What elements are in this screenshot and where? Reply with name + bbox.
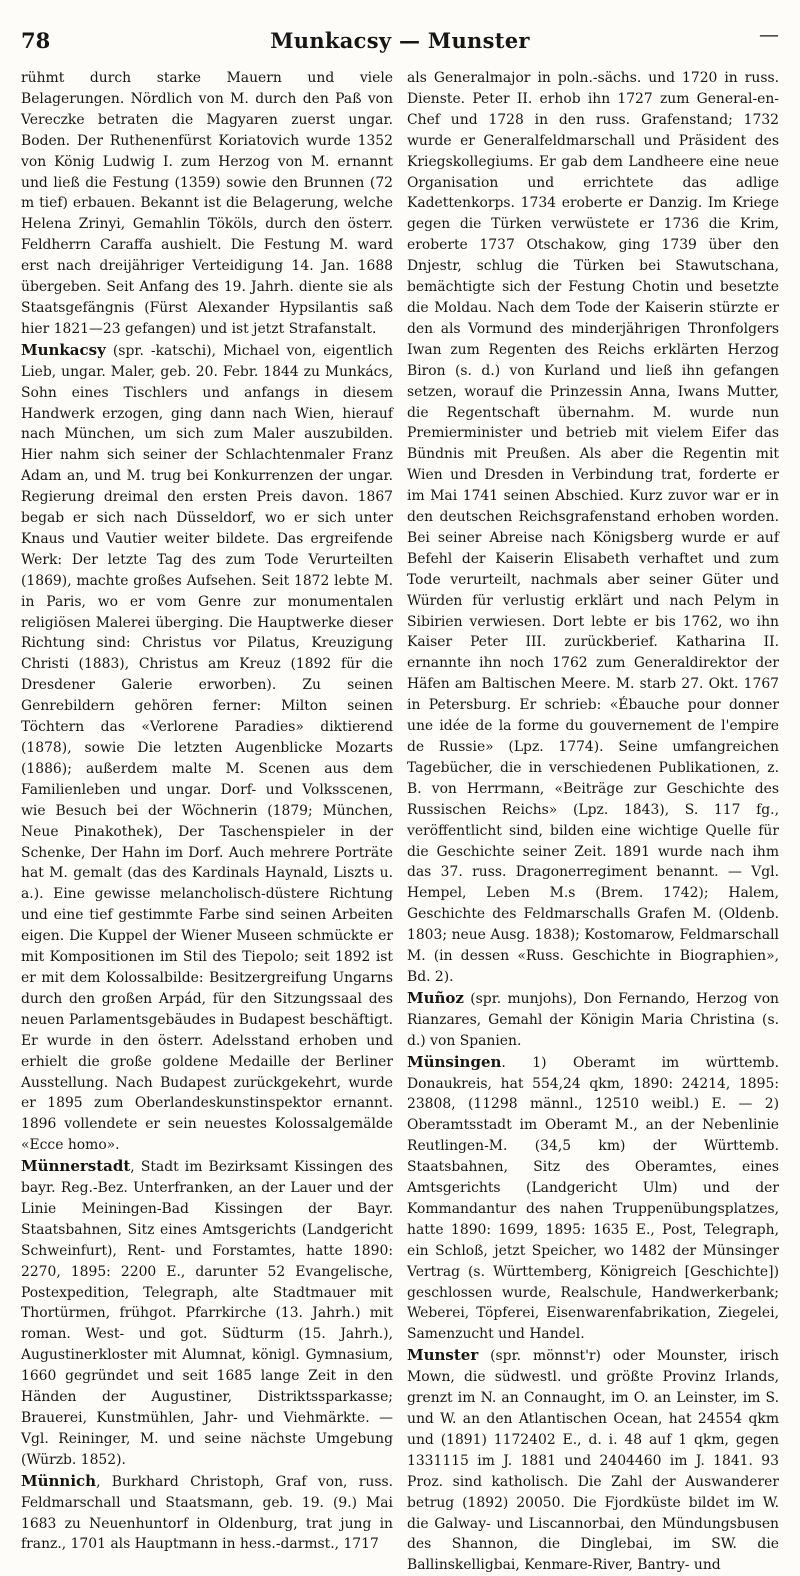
entry-lemma: Munkacsy [21,340,106,359]
entry-text: als Generalmajor in poln.-sächs. und 1720 in russ. Dienste. Peter II. erhob ihn 1727 zum General-en-Chef und 1728 in den russ. Grafenstand; 1732 wurde er Generalfeldmarschall und Präsident des Kriegskollegiums. Er gab dem Landheere eine neue Organisation und errichtete das adlige Kadettenkorps. 1734 eroberte er Danzig. Im Kriege gegen die Türken verwüstete er 1736 die Krim, eroberte 1737 Otschakow, ging 1739 über den Dnjestr, schlug die Türken bei Stawutschana, bemächtigte sich der Festung Chotin und besetzte die Moldau. Nach dem Tode der Kaiserin stürzte er den als Vormund des minderjährigen Thronfolgers Iwan zum Regenten des Reichs erklärten Herzog Biron (s. d.) von Kurland und ließ ihn gefangen setzen, worauf die Prinzessin Anna, Iwans Mutter, die Regentschaft übernahm. M. wurde nun Premierminister und betrieb mit vielem Eifer das Bündnis mit Preußen. Als aber die Regentin mit Wien und Dresden in Verbindung trat, forderte er im Mai 1741 seinen Abschied. Kurz zuvor war er in den deutschen Reichsgrafenstand erhoben worden. Bei seiner Abreise nach Königsberg wurde er auf Befehl der Kaiserin Elisabeth verhaftet und zum Tode verurteilt, nachmals aber seiner Güter und Würden für verlustig erklärt und nach Pelym in Sibirien verwiesen. Dort lebte er bis 1762, wo ihn Kaiser Peter III. zurückberief. Katharina II. ernannte ihn noch 1762 zum Generaldirektor der Häfen am Baltischen Meere. M. starb 27. Okt. 1767 in Petersburg. Er schrieb: «Ébauche pour donner une idée de la forme du gouvernement de l'empire de Russie» (Lpz. 1774). Seine umfangreichen Tagebücher, die in verschiedenen Publikationen, z. B. von Herrmann, «Beiträge zur Geschichte des Russischen Reichs» (Lpz. 1843), S. 117 fg., veröffentlicht sind, bilden eine wichtige Quelle für die Geschichte seiner Zeit. 1891 wurde nach ihm das 37. russ. Dragonerregiment benannt. — Vgl. Hempel, Leben M.s (Brem. 1742); Halem, Geschichte des Feldmarschalls Grafen M. (Oldenb. 1803; neue Ausg. 1838); Kostomarow, Feldmarschall M. (in dessen «Russ. Geschichte in Biographien», Bd. 2). [407,70,779,985]
entry-lemma: Münsingen [407,1052,502,1071]
entry-muennich [21,1471,393,1556]
entry-munoz [407,988,779,1052]
entry-text: rühmt durch starke Mauern und viele Belagerungen. Nördlich von M. durch den Paß von Vereczke betraten die Magyaren zuerst ungar. Boden. Der Ruthenenfürst Koriatovich wurde 1352 von König Ludwig I. zum Herzog von M. ernannt und ließ die Festung (1359) sowie den Brunnen (72 m tief) erbauen. Bekannt ist die Belagerung, welche Helena Zrinyi, Gemahlin Tököls, durch den österr. Feldherrn Caraffa aushielt. Die Festung M. ward erst nach dreijähriger Verteidigung 14. Jan. 1688 übergeben. Seit Anfang des 19. Jahrh. diente sie als Staatsgefängnis (Fürst Alexander Hypsilantis saß hier 1821—23 gefangen) und ist jetzt Strafanstalt. [21,70,393,337]
page-number: 78 [21,28,51,53]
entry-muensingen [407,1052,779,1346]
entry-text: (spr. munjohs), Don Fernando, Herzog von Rianzares, Gemahl der Königin Maria Christina (s. d.) von Spanien. [407,990,780,1049]
running-head: Munkacsy — Munster [270,28,530,53]
entry-muennerstadt [21,1156,393,1471]
left-column [21,68,393,1576]
entry-munster [407,1345,779,1576]
corner-mark: — [759,22,779,46]
page-header [21,22,779,64]
right-column [407,68,779,1576]
entry-muennich-continuation [407,68,779,988]
entry-lemma: Munster [407,1346,479,1365]
entry-text: , Burkhard Christoph, Graf von, russ. Feldmarschall und Staatsmann, geb. 19. (9.) Mai 1683 zu Neuenhuntorf in Oldenburg, trat jung in franz., 1701 als Hauptmann in hess.-darmst., 1717 [21,1473,393,1553]
entry-lemma: Muñoz [407,988,464,1007]
entry-munkacsy [21,340,393,1156]
entry-munkacs-continuation [21,68,393,340]
entry-lemma: Münnich [21,1471,97,1490]
entry-lemma: Münnerstadt [21,1157,131,1176]
entry-text: (spr. mönnst'r) oder Mounster, irisch Mown, die südwestl. und größte Provinz Irlands, grenzt im N. an Connaught, im O. an Leinster, im S. und W. an den Atlantischen Ocean, hat 24554 qkm und (1891) 1172402 E., d. i. 48 auf 1 qkm, gegen 1331115 im J. 1881 und 2404460 im J. 1841. 93 Proz. sind katholisch. Die Zahl der Auswanderer betrug (1892) 20050. Die Fjordküste bildet im W. die Galway- und Liscannorbai, den Mündungsbusen des Shannon, die Dinglebai, im SW. die Ballinskelligbai, Kenmare-River, Bantry- und [407,1348,780,1574]
entry-text: . 1) Oberamt im württemb. Donaukreis, hat 554,24 qkm, 1890: 24214, 1895: 23808, (11298 männl., 12510 weibl.) E. — 2) Oberamtsstadt im Oberamt M., an der Nebenlinie Reutlingen-M. (34,5 km) der Württemb. Staatsbahnen, Sitz des Oberamtes, eines Amtsgerichts (Landgericht Ulm) und der Kommandantur des nahen Truppenübungsplatzes, hatte 1890: 1699, 1895: 1635 E., Post, Telegraph, ein Schloß, jetzt Speicher, wo 1482 der Münsinger Vertrag (s. Württemberg, Königreich [Geschichte]) geschlossen wurde, Realschule, Handwerkerbank; Weberei, Töpferei, Eisenwarenfabrikation, Ziegelei, Samenzucht und Handel. [407,1054,779,1343]
text-columns [21,68,779,1576]
entry-text: , Stadt im Bezirksamt Kissingen des bayr. Reg.-Bez. Unterfranken, an der Lauer und der Linie Meiningen-Bad Kissingen der Bayr. Staatsbahnen, Sitz eines Amtsgerichts (Landgericht Schweinfurt), Rent- und Forstamtes, hatte 1890: 2270, 1895: 2200 E., darunter 52 Evangelische, Postexpedition, Telegraph, alte Stadtmauer mit Thortürmen, frühgot. Pfarrkirche (13. Jahrh.) mit roman. West- und got. Südturm (15. Jahrh.), Augustinerkloster mit Alumnat, königl. Gymnasium, 1660 gegründet und seit 1685 lange Zeit in den Händen der Augustiner, Distriktssparkasse; Brauerei, Kunstmühlen, Jahr- und Viehmärkte. — Vgl. Reininger, M. und seine nächste Umgebung (Würzb. 1852). [21,1159,393,1468]
entry-text: (spr. -katschi), Michael von, eigentlich Lieb, ungar. Maler, geb. 20. Febr. 1844 zu Munkács, Sohn eines Tischlers und anfangs in diesem Handwerk erzogen, ging dann nach Wien, hierauf nach München, um sich zum Maler auszubilden. Hier nahm sich seiner der Schlachtenmaler Franz Adam an, und M. trug bei Konkurrenzen der ungar. Regierung dreimal den ersten Preis davon. 1867 begab er sich nach Düsseldorf, wo er sich unter Knaus und Vautier weiter bildete. Das ergreifende Werk: Der letzte Tag des zum Tode Verurteilten (1869), machte großes Aufsehen. Seit 1872 lebte M. in Paris, wo er vom Genre zur monumentalen religiösen Malerei überging. Die Hauptwerke dieser Richtung sind: Christus vor Pilatus, Kreuzigung Christi (1883), Christus am Kreuz (1892 für die Dresdener Galerie erworben). Zu seinen Genrebildern gehören ferner: Milton seinen Töchtern das «Verlorene Paradies» diktierend (1878), sowie Die letzten Augenblicke Mozarts (1886); außerdem malte M. Scenen aus dem Familienleben und ungar. Dorf- und Volksscenen, wie Besuch bei der Wöchnerin (1879; München, Neue Pinakothek), Der Taschenspieler in der Schenke, Der Hahn im Dorf. Auch mehrere Porträte hat M. gemalt (das des Kardinals Haynald, Liszts u. a.). Eine gewisse melancholisch-düstere Richtung und eine tief gestimmte Farbe sind seinen Arbeiten eigen. Die Kuppel der Wiener Museen schmückte er mit Kompositionen im Stil des Tiepolo; seit 1892 ist er mit dem Kolossalbilde: Besitzergreifung Ungarns durch den großen Arpád, für den Sitzungssaal des neuen Parlamentsgebäudes in Budapest beschäftigt. Er wurde in den österr. Adelsstand erhoben und erhielt die große goldene Medaille der Berliner Ausstellung. Nach Budapest zurückgekehrt, wurde er 1895 zum Oberlandeskunstinspektor ernannt. 1896 vollendete er sein neuestes Kolossalgemälde «Ecce homo». [21,342,393,1154]
